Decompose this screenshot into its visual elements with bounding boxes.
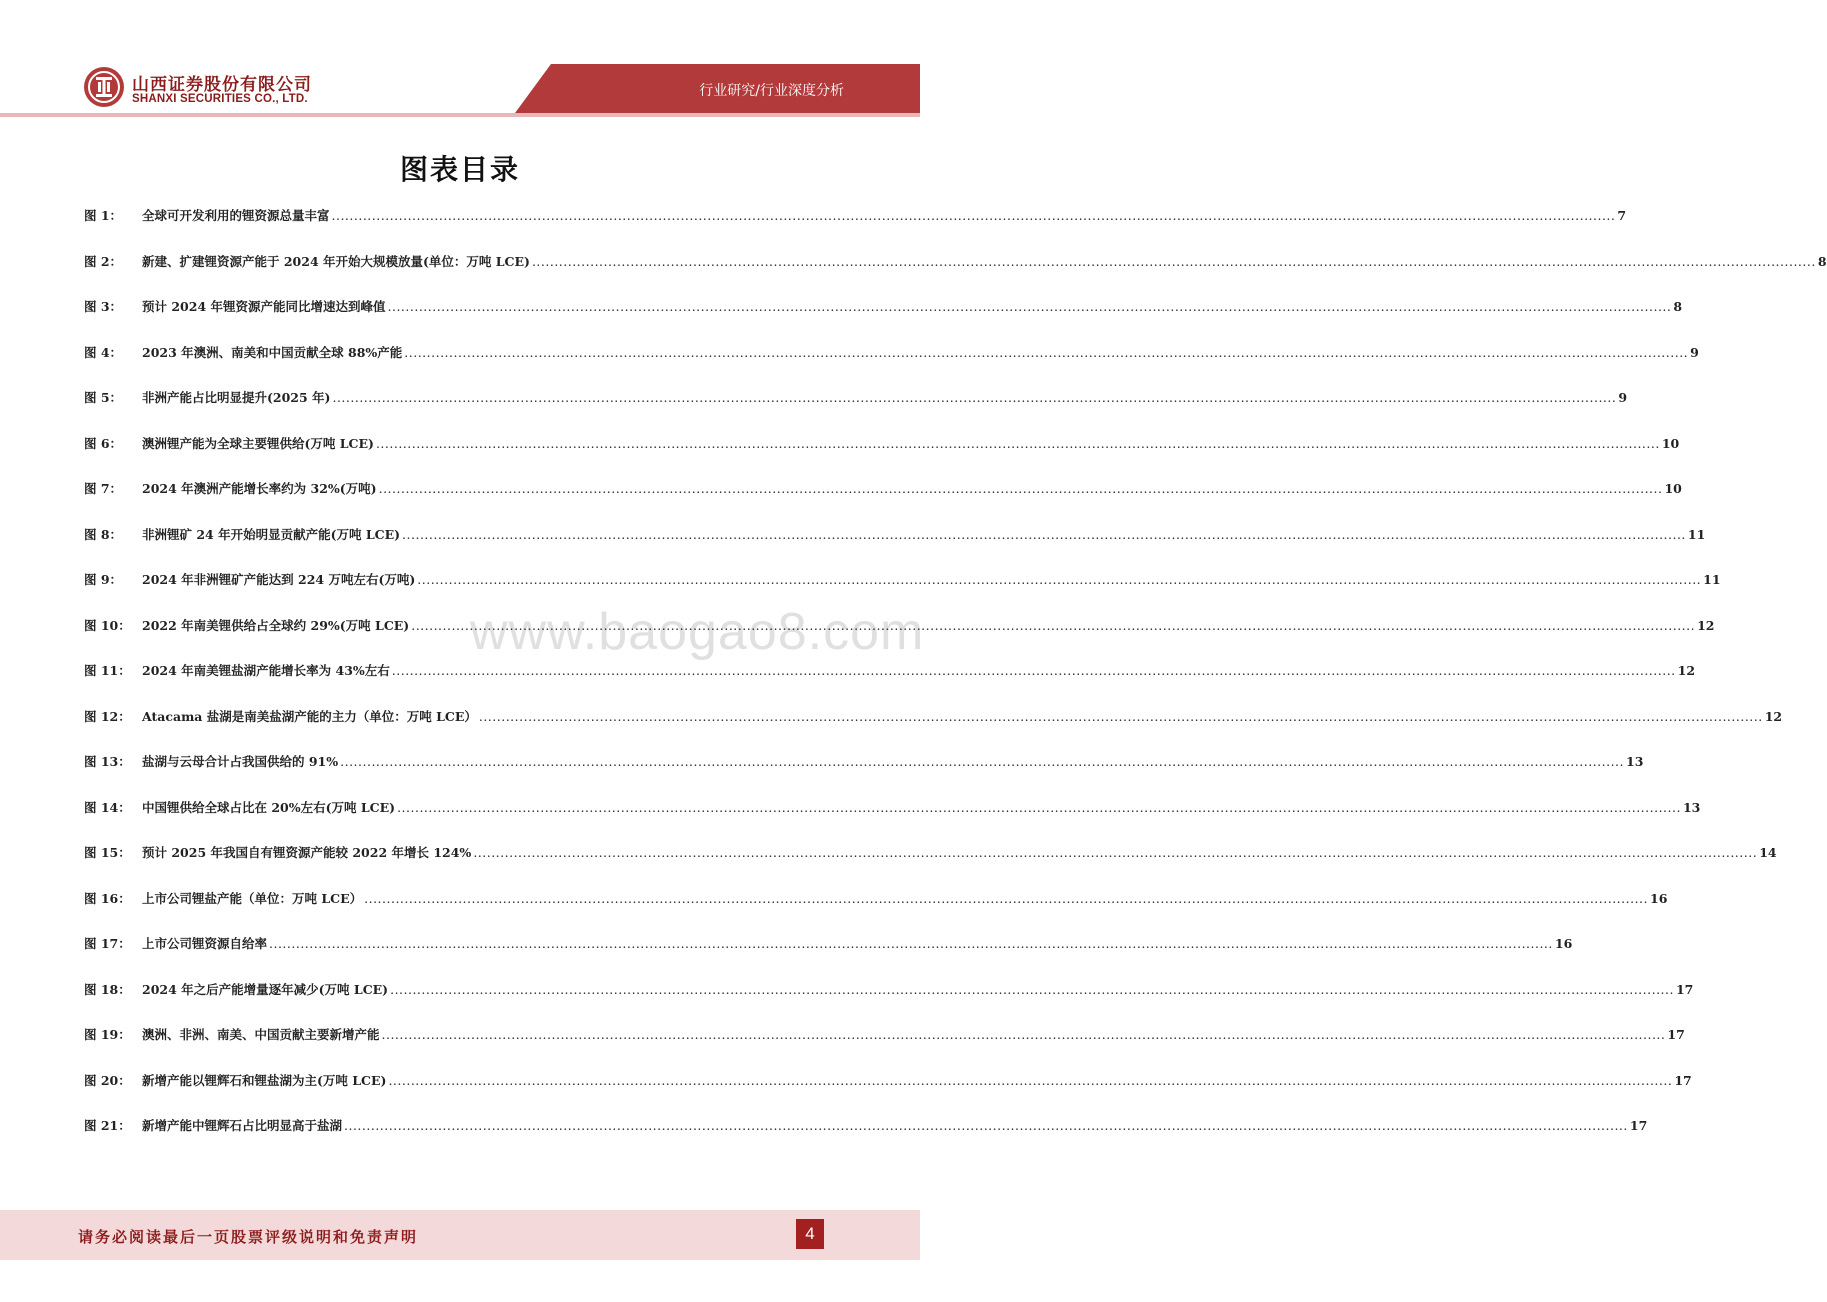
toc-entry[interactable]: [84, 1116, 1648, 1162]
toc-page-number: 12: [1677, 663, 1696, 678]
toc-figure-label: 图 15：: [84, 845, 131, 860]
toc-figure-title: 预计 2024 年锂资源产能同比增速达到峰值: [142, 299, 386, 314]
toc-figure-title: 上市公司锂盐产能（单位：万吨 LCE）: [142, 890, 363, 906]
toc-leader-dots: [388, 299, 1672, 314]
toc-page-number: 8: [1817, 253, 1827, 269]
toc-entry[interactable]: [84, 843, 1777, 889]
toc-entry[interactable]: [84, 570, 1721, 616]
toc-page-number: 12: [1764, 708, 1783, 724]
toc-page-number: 7: [1617, 208, 1627, 223]
toc-leader-dots: [382, 1027, 1666, 1042]
toc-page-number: 10: [1661, 435, 1680, 451]
toc-page-number: 11: [1687, 526, 1706, 542]
toc-page-number: 12: [1697, 617, 1715, 633]
toc-entry[interactable]: [84, 661, 1696, 707]
toc-figure-label: 图 9：: [84, 572, 123, 587]
toc-entry[interactable]: [84, 388, 1628, 434]
toc-figure-label: 图 21：: [84, 1118, 131, 1133]
toc-entry[interactable]: [84, 525, 1706, 571]
toc-page-number: 9: [1690, 344, 1699, 360]
toc-page-number: 16: [1650, 890, 1668, 906]
header-divider: [0, 113, 920, 117]
toc-leader-dots: [392, 663, 1676, 678]
toc-leader-dots: [404, 345, 1688, 360]
toc-entry[interactable]: [84, 1025, 1685, 1071]
toc-figure-label: 图 16：: [84, 890, 131, 906]
toc-figure-label: 图 2：: [84, 253, 123, 269]
toc-page-number: 17: [1675, 981, 1694, 997]
toc-figure-title: 上市公司锂资源自给率: [142, 936, 268, 951]
toc-leader-dots: [388, 1073, 1672, 1088]
toc-leader-dots: [344, 1118, 1628, 1133]
toc-page-number: 17: [1629, 1118, 1648, 1133]
toc-figure-title: 新增产能中锂辉石占比明显高于盐湖: [142, 1118, 343, 1133]
watermark: www.baogao8.com: [470, 603, 925, 661]
toc-figure-title: 2023 年澳洲、南美和中国贡献全球 88%产能: [142, 344, 403, 360]
toc-figure-label: 图 20：: [84, 1072, 131, 1088]
report-category: 行业研究/行业深度分析: [699, 83, 844, 99]
toc-entry[interactable]: [84, 434, 1680, 480]
toc-page-number: 17: [1667, 1027, 1685, 1042]
toc-figure-label: 图 13：: [84, 754, 131, 769]
toc-figure-title: Atacama 盐湖是南美盐湖产能的主力（单位：万吨 LCE）: [142, 708, 477, 724]
toc-entry[interactable]: [84, 707, 1783, 753]
toc-entry[interactable]: [84, 297, 1683, 343]
toc-leader-dots: [397, 800, 1681, 815]
toc-figure-label: 图 6：: [84, 435, 123, 451]
company-name-cn: 山西证券股份有限公司: [132, 75, 312, 95]
toc-leader-dots: [473, 845, 1757, 860]
toc-figure-label: 图 8：: [84, 526, 123, 542]
toc-figure-label: 图 7：: [84, 481, 123, 496]
toc-entry[interactable]: [84, 479, 1682, 525]
toc-entry[interactable]: [84, 616, 1715, 662]
toc-figure-title: 非洲产能占比明显提升(2025 年): [142, 390, 331, 405]
toc-figure-label: 图 10：: [84, 617, 131, 633]
toc-figure-title: 预计 2025 年我国自有锂资源产能较 2022 年增长 124%: [142, 845, 472, 860]
toc-leader-dots: [402, 527, 1686, 542]
toc-figure-title: 非洲锂矿 24 年开始明显贡献产能(万吨 LCE): [142, 526, 401, 542]
toc-page-number: 9: [1618, 390, 1628, 405]
toc-leader-dots: [340, 754, 1624, 769]
toc-figure-label: 图 11：: [84, 663, 131, 678]
toc-figure-title: 新建、扩建锂资源产能于 2024 年开始大规模放量(单位：万吨 LCE): [142, 253, 530, 269]
toc-entry[interactable]: [84, 252, 1827, 298]
toc-figure-title: 澳洲锂产能为全球主要锂供给(万吨 LCE): [142, 435, 374, 451]
toc-entry[interactable]: [84, 1071, 1692, 1117]
toc-figure-label: 图 17：: [84, 936, 131, 951]
toc-figure-title: 澳洲、非洲、南美、中国贡献主要新增产能: [142, 1027, 380, 1042]
toc-leader-dots: [411, 618, 1695, 633]
toc-figure-title: 全球可开发利用的锂资源总量丰富: [142, 208, 330, 223]
toc-entry[interactable]: [84, 343, 1699, 389]
toc-page-number: 13: [1626, 754, 1644, 769]
footer-disclaimer: 请务必阅读最后一页股票评级说明和免责声明: [78, 1228, 419, 1246]
toc-entry[interactable]: [84, 889, 1668, 935]
toc-figure-title: 2024 年澳洲产能增长率约为 32%(万吨): [142, 481, 377, 496]
toc-page-number: 13: [1682, 799, 1701, 815]
toc-page-number: 10: [1664, 481, 1682, 496]
toc-page-number: 11: [1703, 572, 1721, 587]
toc-leader-dots: [332, 390, 1616, 405]
toc-figure-label: 图 3：: [84, 299, 123, 314]
toc-figure-title: 中国锂供给全球占比在 20%左右(万吨 LCE): [142, 799, 396, 815]
page-header: [0, 0, 920, 125]
toc-figure-title: 2024 年非洲锂矿产能达到 224 万吨左右(万吨): [142, 572, 416, 587]
toc-entry[interactable]: [84, 798, 1701, 844]
toc-leader-dots: [479, 709, 1763, 724]
toc-leader-dots: [390, 982, 1674, 997]
toc-leader-dots: [364, 891, 1648, 906]
toc-page-number: 16: [1554, 936, 1573, 951]
page-title: 图表目录: [399, 153, 520, 186]
toc-figure-label: 图 12：: [84, 708, 131, 724]
toc-leader-dots: [376, 436, 1660, 451]
toc-leader-dots: [417, 572, 1701, 587]
toc-figure-title: 新增产能以锂辉石和锂盐湖为主(万吨 LCE): [142, 1072, 387, 1088]
toc-figure-label: 图 4：: [84, 344, 123, 360]
toc-entry[interactable]: [84, 980, 1694, 1026]
toc-figure-title: 盐湖与云母合计占我国供给的 91%: [142, 754, 339, 769]
toc-page-number: 8: [1673, 299, 1683, 314]
toc-leader-dots: [332, 208, 1616, 223]
toc-figure-title: 2024 年之后产能增量逐年减少(万吨 LCE): [142, 981, 389, 997]
figure-list: [84, 206, 1827, 1162]
toc-figure-title: 2022 年南美锂供给占全球约 29%(万吨 LCE): [142, 617, 410, 633]
company-name-en: SHANXI SECURITIES CO., LTD.: [132, 93, 308, 105]
toc-figure-label: 图 5：: [84, 390, 123, 405]
toc-page-number: 14: [1759, 845, 1777, 860]
toc-leader-dots: [379, 481, 1663, 496]
toc-figure-label: 图 19：: [84, 1027, 131, 1042]
toc-figure-label: 图 18：: [84, 981, 131, 997]
toc-leader-dots: [269, 936, 1553, 951]
toc-entry[interactable]: [84, 206, 1627, 252]
toc-page-number: 17: [1674, 1072, 1692, 1088]
toc-leader-dots: [532, 254, 1816, 269]
company-logo-icon: [83, 66, 125, 108]
toc-figure-title: 2024 年南美锂盐湖产能增长率为 43%左右: [142, 663, 390, 678]
toc-entry[interactable]: [84, 934, 1573, 980]
page-number: 4: [796, 1219, 824, 1249]
toc-entry[interactable]: [84, 752, 1644, 798]
toc-figure-label: 图 1：: [84, 208, 123, 223]
toc-figure-label: 图 14：: [84, 799, 131, 815]
